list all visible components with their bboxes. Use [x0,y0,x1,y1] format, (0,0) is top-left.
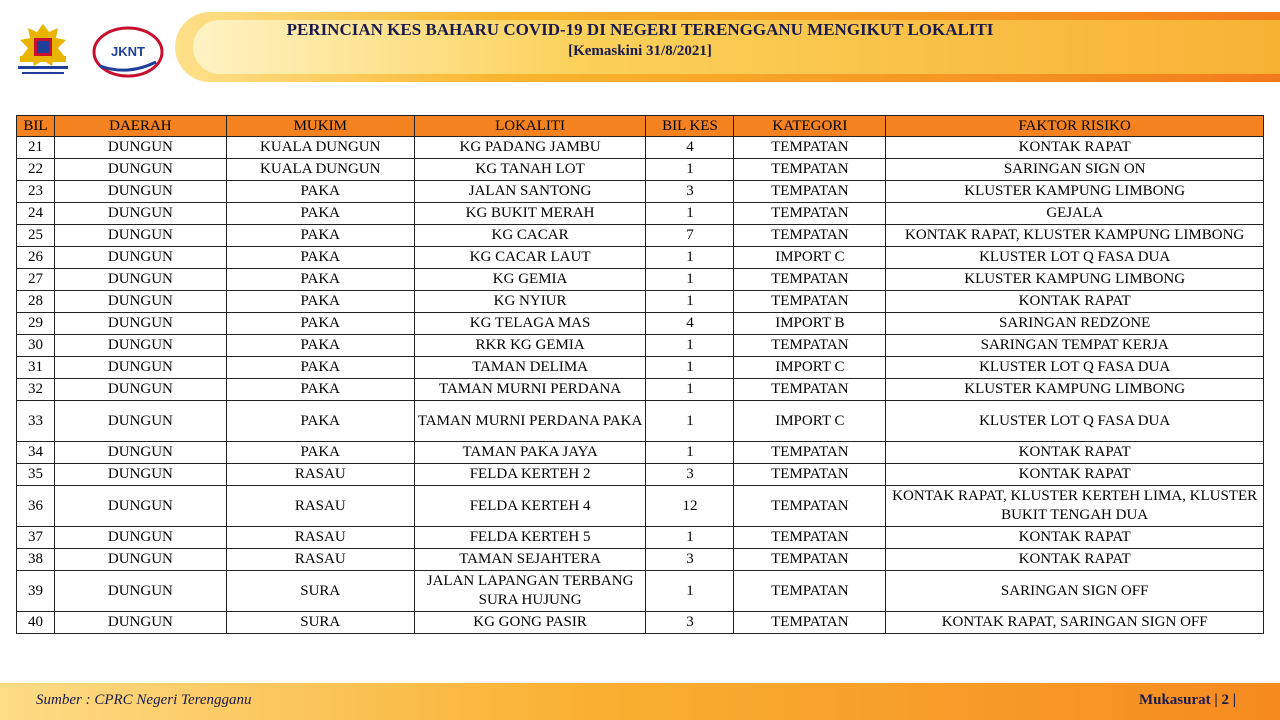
cell-daerah: DUNGUN [54,291,226,313]
table-row [17,137,1264,159]
table-row [17,247,1264,269]
cell-lokaliti: FELDA KERTEH 4 [414,486,646,527]
cell-kategori: TEMPATAN [734,527,886,549]
table-row [17,571,1264,612]
cell-mukim: PAKA [226,313,414,335]
cell-bil-kes: 1 [646,442,734,464]
cell-mukim: PAKA [226,291,414,313]
cell-bil: 21 [17,137,55,159]
cell-faktor-risiko: KONTAK RAPAT [886,442,1264,464]
cell-lokaliti: TAMAN SEJAHTERA [414,549,646,571]
cell-daerah: DUNGUN [54,527,226,549]
cell-bil-kes: 4 [646,313,734,335]
cell-lokaliti: FELDA KERTEH 2 [414,464,646,486]
table-body [17,137,1264,634]
cell-lokaliti: KG BUKIT MERAH [414,203,646,225]
cell-bil: 34 [17,442,55,464]
table-row [17,401,1264,442]
cell-bil-kes: 1 [646,247,734,269]
cell-faktor-risiko: SARINGAN TEMPAT KERJA [886,335,1264,357]
cell-bil-kes: 1 [646,571,734,612]
cell-faktor-risiko: KLUSTER KAMPUNG LIMBONG [886,379,1264,401]
cell-kategori: TEMPATAN [734,379,886,401]
column-header-kategori: KATEGORI [734,116,886,137]
cell-faktor-risiko: KLUSTER LOT Q FASA DUA [886,401,1264,442]
cell-bil: 27 [17,269,55,291]
cell-bil-kes: 1 [646,159,734,181]
cell-mukim: PAKA [226,401,414,442]
cell-bil-kes: 1 [646,291,734,313]
cell-bil-kes: 4 [646,137,734,159]
cell-daerah: DUNGUN [54,335,226,357]
cell-bil: 22 [17,159,55,181]
cell-faktor-risiko: KLUSTER KAMPUNG LIMBONG [886,181,1264,203]
table-row [17,612,1264,634]
cell-bil: 37 [17,527,55,549]
cell-mukim: KUALA DUNGUN [226,137,414,159]
cell-kategori: IMPORT C [734,247,886,269]
cell-mukim: PAKA [226,335,414,357]
cell-daerah: DUNGUN [54,442,226,464]
column-header-faktor-risiko: FAKTOR RISIKO [886,116,1264,137]
page-number: Mukasurat | 2 | [1138,692,1236,708]
table-row [17,486,1264,527]
cell-daerah: DUNGUN [54,137,226,159]
cell-daerah: DUNGUN [54,486,226,527]
source-note: Sumber : CPRC Negeri Terengganu [36,692,252,708]
cell-daerah: DUNGUN [54,612,226,634]
cell-bil-kes: 3 [646,612,734,634]
cell-bil: 29 [17,313,55,335]
cell-faktor-risiko: KONTAK RAPAT [886,464,1264,486]
header-logos [10,18,160,80]
cell-lokaliti: FELDA KERTEH 5 [414,527,646,549]
column-header-bil-kes: BIL KES [646,116,734,137]
cell-bil-kes: 1 [646,401,734,442]
cell-lokaliti: TAMAN PAKA JAYA [414,442,646,464]
cell-lokaliti: JALAN LAPANGAN TERBANG SURA HUJUNG [414,571,646,612]
cell-mukim: PAKA [226,357,414,379]
cell-mukim: PAKA [226,181,414,203]
cell-bil: 30 [17,335,55,357]
table-row [17,203,1264,225]
cell-bil-kes: 1 [646,379,734,401]
page-subtitle: [Kemaskini 31/8/2021] [568,43,712,59]
cell-mukim: PAKA [226,269,414,291]
cell-faktor-risiko: KONTAK RAPAT, KLUSTER KERTEH LIMA, KLUSTER BUKIT TENGAH DUA [886,486,1264,527]
cell-mukim: PAKA [226,442,414,464]
cell-bil: 28 [17,291,55,313]
kkm-crest-icon [14,22,72,80]
cell-daerah: DUNGUN [54,357,226,379]
cell-lokaliti: JALAN SANTONG [414,181,646,203]
cell-kategori: TEMPATAN [734,442,886,464]
cell-daerah: DUNGUN [54,313,226,335]
cell-lokaliti: TAMAN DELIMA [414,357,646,379]
page-title: PERINCIAN KES BAHARU COVID-19 DI NEGERI TERENGGANU MENGIKUT LOKALITI [286,20,994,39]
cell-daerah: DUNGUN [54,464,226,486]
cell-lokaliti: TAMAN MURNI PERDANA PAKA [414,401,646,442]
cell-kategori: IMPORT B [734,313,886,335]
cell-mukim: PAKA [226,203,414,225]
cell-mukim: RASAU [226,464,414,486]
column-header-bil: BIL [17,116,55,137]
cell-kategori: TEMPATAN [734,181,886,203]
table-row [17,181,1264,203]
table-row [17,379,1264,401]
cell-lokaliti: TAMAN MURNI PERDANA [414,379,646,401]
cell-bil-kes: 1 [646,527,734,549]
cell-bil-kes: 7 [646,225,734,247]
table-row [17,549,1264,571]
cell-daerah: DUNGUN [54,181,226,203]
cell-daerah: DUNGUN [54,379,226,401]
cell-bil-kes: 1 [646,269,734,291]
cell-kategori: TEMPATAN [734,269,886,291]
cell-mukim: SURA [226,612,414,634]
cell-faktor-risiko: KONTAK RAPAT, KLUSTER KAMPUNG LIMBONG [886,225,1264,247]
column-header-mukim: MUKIM [226,116,414,137]
cell-faktor-risiko: KLUSTER LOT Q FASA DUA [886,247,1264,269]
cell-kategori: TEMPATAN [734,571,886,612]
cell-bil-kes: 3 [646,549,734,571]
cell-bil-kes: 1 [646,335,734,357]
cell-lokaliti: KG TELAGA MAS [414,313,646,335]
cell-mukim: SURA [226,571,414,612]
cell-bil: 35 [17,464,55,486]
cell-bil: 38 [17,549,55,571]
cell-faktor-risiko: KONTAK RAPAT [886,291,1264,313]
cell-bil-kes: 12 [646,486,734,527]
cases-table [16,115,1264,634]
cell-daerah: DUNGUN [54,549,226,571]
cell-lokaliti: KG PADANG JAMBU [414,137,646,159]
cell-bil: 31 [17,357,55,379]
table-row [17,291,1264,313]
cell-faktor-risiko: SARINGAN SIGN OFF [886,571,1264,612]
cell-mukim: KUALA DUNGUN [226,159,414,181]
cell-daerah: DUNGUN [54,203,226,225]
cell-lokaliti: KG GONG PASIR [414,612,646,634]
table-row [17,269,1264,291]
table-row [17,527,1264,549]
cell-mukim: RASAU [226,527,414,549]
cell-bil-kes: 1 [646,357,734,379]
cell-faktor-risiko: KONTAK RAPAT [886,137,1264,159]
column-header-lokaliti: LOKALITI [414,116,646,137]
cell-faktor-risiko: KONTAK RAPAT [886,527,1264,549]
cell-kategori: TEMPATAN [734,291,886,313]
svg-text:JKNT: JKNT [111,44,145,59]
cell-kategori: TEMPATAN [734,137,886,159]
cell-lokaliti: KG TANAH LOT [414,159,646,181]
cell-faktor-risiko: KLUSTER KAMPUNG LIMBONG [886,269,1264,291]
cell-lokaliti: KG CACAR [414,225,646,247]
cell-faktor-risiko: SARINGAN REDZONE [886,313,1264,335]
cell-mukim: PAKA [226,247,414,269]
cell-bil: 23 [17,181,55,203]
cell-lokaliti: KG CACAR LAUT [414,247,646,269]
column-header-daerah: DAERAH [54,116,226,137]
cell-kategori: TEMPATAN [734,203,886,225]
table-row [17,357,1264,379]
cell-bil: 40 [17,612,55,634]
cell-kategori: TEMPATAN [734,464,886,486]
cell-daerah: DUNGUN [54,401,226,442]
footer-bar [0,683,1280,720]
cell-kategori: TEMPATAN [734,335,886,357]
cell-lokaliti: KG NYIUR [414,291,646,313]
cell-mukim: PAKA [226,379,414,401]
cell-bil: 39 [17,571,55,612]
cell-daerah: DUNGUN [54,159,226,181]
table-row [17,442,1264,464]
table-row [17,335,1264,357]
table-row [17,313,1264,335]
cell-bil-kes: 3 [646,464,734,486]
cell-kategori: IMPORT C [734,401,886,442]
cell-faktor-risiko: SARINGAN SIGN ON [886,159,1264,181]
cell-faktor-risiko: KONTAK RAPAT [886,549,1264,571]
cell-mukim: PAKA [226,225,414,247]
cell-bil: 25 [17,225,55,247]
cell-daerah: DUNGUN [54,225,226,247]
cell-kategori: TEMPATAN [734,486,886,527]
cell-daerah: DUNGUN [54,247,226,269]
cell-faktor-risiko: GEJALA [886,203,1264,225]
cell-kategori: TEMPATAN [734,225,886,247]
cell-lokaliti: RKR KG GEMIA [414,335,646,357]
cell-bil-kes: 3 [646,181,734,203]
cell-bil: 32 [17,379,55,401]
cell-daerah: DUNGUN [54,269,226,291]
cell-bil: 24 [17,203,55,225]
table-row [17,464,1264,486]
table-row [17,159,1264,181]
cell-bil: 33 [17,401,55,442]
cell-bil-kes: 1 [646,203,734,225]
cell-bil: 26 [17,247,55,269]
cell-kategori: TEMPATAN [734,612,886,634]
cell-faktor-risiko: KONTAK RAPAT, SARINGAN SIGN OFF [886,612,1264,634]
cell-daerah: DUNGUN [54,571,226,612]
cell-mukim: RASAU [226,486,414,527]
cell-kategori: TEMPATAN [734,549,886,571]
cell-kategori: TEMPATAN [734,159,886,181]
table-row [17,225,1264,247]
cell-lokaliti: KG GEMIA [414,269,646,291]
cell-faktor-risiko: KLUSTER LOT Q FASA DUA [886,357,1264,379]
table-header-row [17,116,1264,137]
cell-mukim: RASAU [226,549,414,571]
cell-bil: 36 [17,486,55,527]
cell-kategori: IMPORT C [734,357,886,379]
